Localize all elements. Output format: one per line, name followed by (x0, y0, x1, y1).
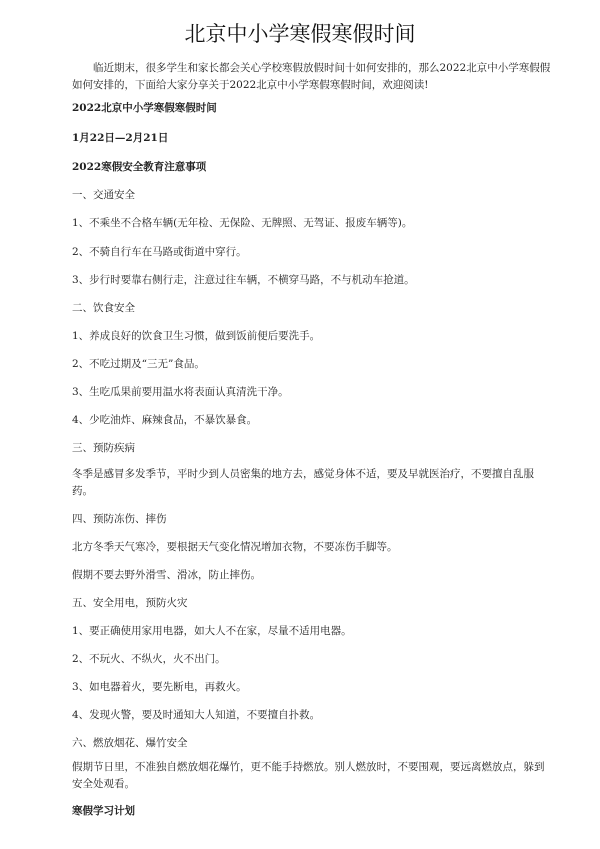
section-injury-title: 四、预防冻伤、摔伤 (72, 513, 167, 525)
electric-item-1: 1、要正确使用家用电器，如大人不在家，尽量不适用电器。 (72, 625, 352, 637)
section-disease-title: 三、预防疾病 (72, 442, 135, 454)
holiday-dates: 1月22日—2月21日 (72, 132, 169, 144)
electric-item-3: 3、如电器着火，要先断电，再救火。 (72, 681, 247, 693)
electric-item-4: 4、发现火警，要及时通知大人知道，不要擅自扑救。 (72, 709, 321, 721)
disease-paragraph: 冬季是感冒多发季节，平时少到人员密集的地方去，感觉身体不适，要及早就医治疗，不要擅自乱服药。 (72, 468, 534, 497)
injury-paragraph-1: 北方冬季天气寒冷，要根据天气变化情况增加衣物，不要冻伤手脚等。 (72, 541, 398, 553)
section-traffic-title: 一、交通安全 (72, 189, 135, 201)
food-item-2: 2、不吃过期及“三无”食品。 (72, 358, 205, 370)
electric-item-2: 2、不玩火、不纵火，火不出门。 (72, 653, 226, 665)
intro-paragraph: 临近期末，很多学生和家长都会关心学校寒假放假时间十如何安排的，那么2022北京中小学寒假假如何安排的，下面给大家分享关于2022北京中小学寒假寒假时间，欢迎阅读! (72, 62, 551, 91)
section-electric-title: 五、安全用电，预防火灾 (72, 597, 188, 609)
food-item-4: 4、少吃油炸、麻辣食品，不暴饮暴食。 (72, 414, 258, 426)
fireworks-paragraph: 假期节日里，不准独自燃放烟花爆竹，更不能手持燃放。别人燃放时，不要围观，要远离燃放点，躲到安全处观看。 (72, 761, 545, 790)
food-item-3: 3、生吃瓜果前要用温水将表面认真清洗干净。 (72, 386, 289, 398)
study-plan-heading: 寒假学习计划 (72, 805, 135, 817)
safety-heading: 2022寒假安全教育注意事项 (72, 161, 207, 173)
section-food-title: 二、饮食安全 (72, 302, 135, 314)
traffic-item-1: 1、不乘坐不合格车辆(无年检、无保险、无牌照、无驾证、报废车辆等)。 (72, 217, 413, 229)
food-item-1: 1、养成良好的饮食卫生习惯，做到饭前便后要洗手。 (72, 330, 321, 342)
schedule-heading: 2022北京中小学寒假寒假时间 (72, 102, 217, 114)
section-fireworks-title: 六、燃放烟花、爆竹安全 (72, 737, 188, 749)
traffic-item-3: 3、步行时要靠右侧行走，注意过往车辆，不横穿马路，不与机动车抢道。 (72, 274, 415, 286)
page-title: 北京中小学寒假寒假时间 (184, 22, 416, 46)
traffic-item-2: 2、不骑自行车在马路或街道中穿行。 (72, 246, 247, 258)
injury-paragraph-2: 假期不要去野外滑雪、滑冰，防止摔伤。 (72, 569, 261, 581)
